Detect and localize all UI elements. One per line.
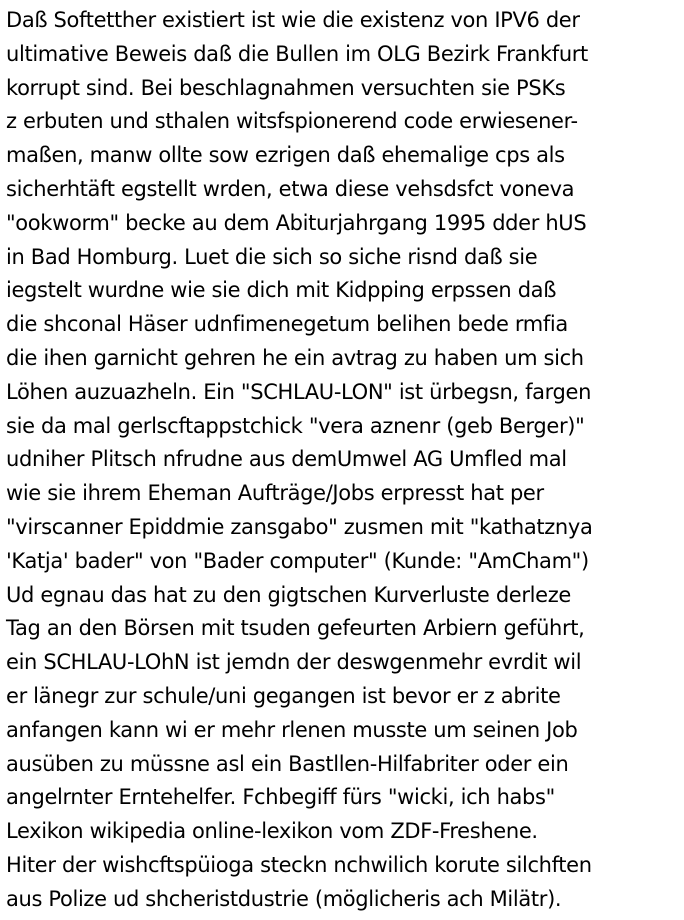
text-line-15: wie sie ihrem Eheman Aufträge/Jobs erpresst hat per [6, 481, 544, 506]
text-line-13: sie da mal gerlscftappstchick "vera aznenr (geb Berger)" [6, 413, 585, 438]
text-line-7: "ookworm" becke au dem Abiturjahrgang 1995 dder hUS [6, 210, 587, 235]
text-line-24: angelrnter Erntehelfer. Fchbegiff fürs "wicki, ich habs" [6, 785, 555, 810]
text-line-3: korrupt sind. Bei beschlagnahmen versuchten sie PSKs [6, 75, 566, 100]
text-line-25: Lexikon wikipedia online-lexikon vom ZDF-Freshene. [6, 819, 538, 844]
document-body [6, 4, 684, 917]
text-line-14: udniher Plitsch nfrudne aus demUmwel AG Umfled mal [6, 447, 567, 472]
text-line-21: er länegr zur schule/uni gegangen ist bevor er z abrite [6, 683, 561, 708]
text-line-26: Hiter der wishcftspüioga steckn nchwilich korute silchften [6, 852, 592, 877]
text-line-1: Daß Softetther existiert ist wie die existenz von IPV6 der [6, 8, 580, 32]
text-line-22: anfangen kann wi er mehr rlenen musste um seinen Job [6, 717, 578, 742]
text-line-6: sicherhtäft egstellt wrden, etwa diese vehsdsfct voneva [6, 176, 575, 201]
text-line-5: maßen, manw ollte sow ezrigen daß ehemalige cps als [6, 143, 565, 168]
text-line-18: Ud egnau das hat zu den gigtschen Kurverluste derleze [6, 582, 571, 607]
text-line-11: die ihen garnicht gehren he ein avtrag zu haben um sich [6, 345, 584, 370]
text-line-17: 'Katja' bader" von "Bader computer" (Kunde: "AmCham") [6, 548, 589, 573]
text-line-8: in Bad Homburg. Luet die sich so siche risnd daß sie [6, 244, 538, 269]
text-line-19: Tag an den Börsen mit tsuden gefeurten Arbiern geführt, [6, 616, 585, 641]
text-line-12: Löhen auzuazheln. Ein "SCHLAU-LON" ist ürbegsn, fargen [6, 379, 592, 404]
text-line-20: ein SCHLAU-LOhN ist jemdn der deswgenmehr evrdit wil [6, 650, 582, 675]
text-line-2: ultimative Beweis daß die Bullen im OLG Bezirk Frankfurt [6, 41, 588, 66]
text-line-16: "virscanner Epiddmie zansgabo" zusmen mit "kathatznya [6, 514, 593, 539]
text-line-27: aus Polize ud shcheristdustrie (möglicheris ach Milätr). [6, 886, 562, 911]
text-line-10: die shconal Häser udnfimenegetum belihen bede rmfia [6, 312, 568, 337]
text-line-9: iegstelt wurdne wie sie dich mit Kidpping erpssen daß [6, 278, 557, 303]
text-line-4: z erbuten und sthalen witsfspionerend code erwiesener- [6, 109, 578, 134]
text-line-23: ausüben zu müssne asl ein Bastllen-Hilfabriter oder ein [6, 751, 569, 776]
